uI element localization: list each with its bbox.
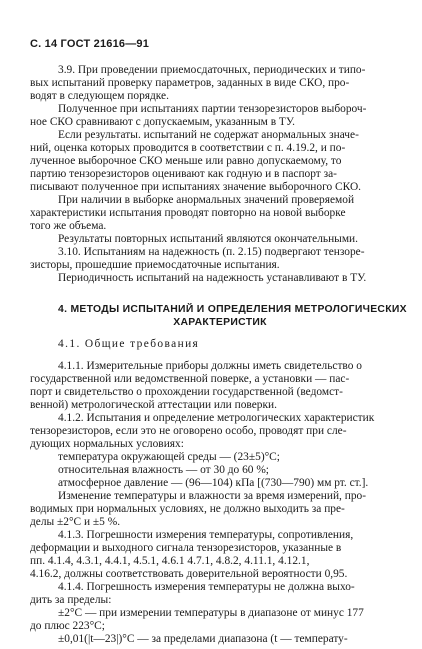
text-line: характеристики испытания проводят повторно на новой выборке: [30, 207, 346, 219]
text-line: лученное выборочное СКО меньше или равно допускаемому, то: [30, 155, 342, 167]
text-line: 4.1.2. Испытания и определение метрологических характеристик: [58, 412, 375, 424]
text-line: писывают полученное при испытаниях значение выборочного СКО.: [30, 181, 362, 193]
text-line: деформации и выходного сигнала тензорезисторов, указанные в: [30, 542, 342, 554]
text-line: ний, оценка которых проводится в соответствии с п. 4.19.2, и по-: [30, 142, 346, 154]
section-heading: 4. МЕТОДЫ ИСПЫТАНИЙ И ОПРЕДЕЛЕНИЯ МЕТРОЛОГИЧЕСКИХ: [58, 304, 407, 315]
text-line: до плюс 223°C;: [30, 620, 105, 632]
text-line: порт и свидетельство о прохождении государственной (ведомст-: [30, 386, 343, 398]
text-line: венной) метрологической аттестации или поверки.: [30, 399, 277, 411]
text-line: 4.1.3. Погрешности измерения температуры, сопротивления,: [58, 529, 354, 541]
text-line: того же объема.: [30, 220, 107, 232]
text-line: делы ±2°C и ±5 %.: [30, 516, 121, 528]
text-line: водимых при нормальных условиях, не должно выходить за пре-: [30, 503, 345, 515]
text-line: тензорезисторов, если это не оговорено особо, проводят при сле-: [30, 425, 347, 437]
text-line: Полученное при испытаниях партии тензорезисторов выбороч-: [58, 103, 367, 115]
text-line: государственной или ведомственной поверке, а установки — пас-: [30, 373, 350, 385]
text-line: ±2°C — при измерении температуры в диапазоне от минус 177: [58, 607, 364, 619]
text-line: Периодичность испытаний на надежность устанавливают в ТУ.: [58, 272, 367, 284]
text-line: партию тензорезисторов оценивают как годную и в паспорт за-: [30, 168, 337, 180]
section-heading: ХАРАКТЕРИСТИК: [173, 317, 267, 328]
text-line: дующих нормальных условиях:: [30, 438, 184, 450]
text-line: зисторы, прошедшие приемосдаточные испытания.: [30, 259, 280, 271]
text-line: дить за пределы:: [30, 594, 112, 606]
text-line: 4.1.1. Измерительные приборы должны иметь свидетельство о: [58, 360, 362, 372]
text-line: относительная влажность — от 30 до 60 %;: [58, 464, 269, 476]
text-line: атмосферное давление — (96—104) кПа [(730—790) мм рт. ст.].: [58, 477, 369, 489]
text-line: При наличии в выборке анормальных значений проверяемой: [58, 194, 355, 206]
text-line: Если результаты. испытаний не содержат анормальных значе-: [58, 129, 359, 141]
text-line: водят в следующем порядке.: [30, 90, 169, 102]
text-line: вых испытаний проверку параметров, заданных в виде СКО, про-: [30, 77, 350, 89]
text-line: Изменение температуры и влажности за время измерений, про-: [58, 490, 367, 502]
text-line: пп. 4.1.4, 4.3.1, 4.4.1, 4.5.1, 4.6.1 4.7.1, 4.8.2, 4.11.1, 4.12.1,: [30, 555, 310, 567]
page-header: С. 14 ГОСТ 21616—91: [30, 38, 150, 50]
text-line: ±0,01(|t—23|)°C — за пределами диапазона (t — температу-: [58, 633, 348, 645]
text-line: 4.16.2, должны соответствовать доверительной вероятности 0,95.: [30, 568, 348, 580]
text-line: 4.1.4. Погрешность измерения температуры не должна выхо-: [58, 581, 355, 593]
text-line: 3.9. При проведении приемосдаточных, периодических и типо-: [58, 64, 366, 76]
text-line: ное СКО сравнивают с допускаемым, указанным в ТУ.: [30, 116, 295, 128]
text-line: температура окружающей среды — (23±5)°C;: [58, 451, 280, 463]
subsection-heading: 4.1. Общие требования: [58, 338, 200, 350]
text-line: Результаты повторных испытаний являются окончательными.: [58, 233, 358, 245]
text-line: 3.10. Испытаниям на надежность (п. 2.15) подвергают тензоре-: [58, 246, 365, 258]
